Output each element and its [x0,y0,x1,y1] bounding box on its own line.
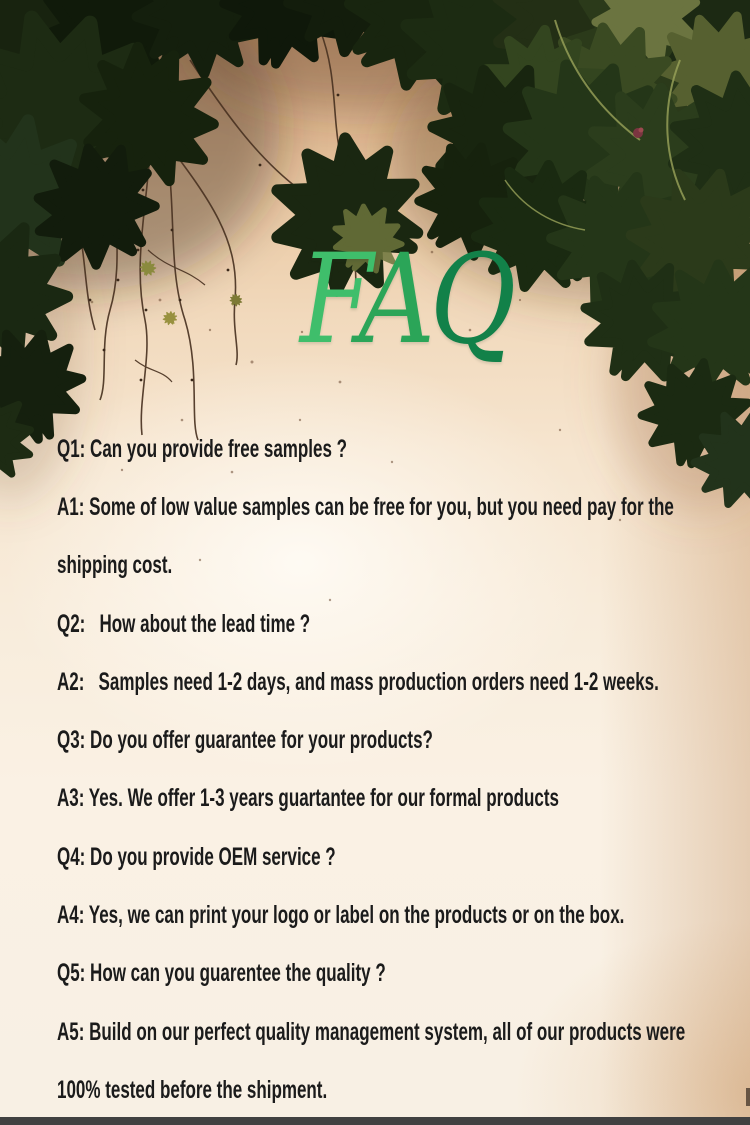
page-title [300,228,512,372]
faq-line: Q5: How can you guarentee the quality ? [57,959,386,988]
title-letter-f: F [300,228,359,372]
faq-line: Q1: Can you provide free samples ? [57,434,348,463]
title-letter-a: A [358,228,430,372]
faq-line: A3: Yes. We offer 1-3 years guartantee for our formal products [57,784,559,813]
faq-line: Q2: How about the lead time ? [57,609,311,638]
faq-line: Q4: Do you provide OEM service ? [57,842,336,871]
faq-line: A2: Samples need 1-2 days, and mass production orders need 1-2 weeks. [57,667,659,696]
faq-line: Q3: Do you offer guarantee for your products? [57,726,433,755]
next-section-edge [0,1117,750,1125]
title-letter-q: Q [429,228,512,372]
wall-edge-mark [746,1088,750,1106]
faq-line: 100% tested before the shipment. [57,1075,328,1104]
faq-line: A5: Build on our perfect quality management system, all of our products were [57,1017,686,1046]
faq-line: A1: Some of low value samples can be free for you, but you need pay for the [57,492,674,521]
faq-line: A4: Yes, we can print your logo or label on the products or on the box. [57,901,625,930]
faq-line: shipping cost. [57,551,173,580]
faq-list [57,420,730,1120]
